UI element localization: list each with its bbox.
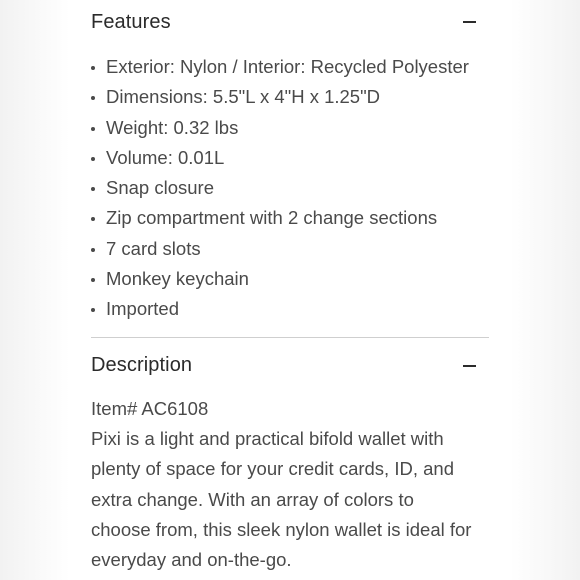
section-divider — [91, 337, 489, 338]
list-item — [91, 113, 489, 143]
description-title: Description — [91, 354, 193, 377]
bullet-icon — [91, 66, 95, 70]
feature-text: Monkey keychain — [106, 268, 249, 290]
feature-text: Weight: 0.32 lbs — [106, 116, 239, 138]
bullet-icon — [91, 96, 95, 100]
feature-text: Imported — [106, 298, 180, 320]
feature-text: Zip compartment with 2 change sections — [106, 207, 438, 229]
bullet-icon — [91, 248, 95, 252]
list-item — [91, 234, 489, 264]
features-title: Features — [91, 10, 171, 33]
list-item — [91, 203, 489, 233]
list-item — [91, 82, 489, 112]
bullet-icon — [91, 127, 95, 131]
features-list — [91, 52, 489, 325]
feature-text: Volume: 0.01L — [106, 146, 225, 168]
minus-icon[interactable] — [463, 21, 476, 23]
description-line: Pixi is a light and practical bifold wallet with — [91, 427, 444, 449]
description-line: choose from, this sleek nylon wallet is ideal for — [91, 518, 472, 540]
feature-text: Dimensions: 5.5"L x 4"H x 1.25"D — [106, 86, 381, 108]
list-item — [91, 143, 489, 173]
minus-icon[interactable] — [463, 365, 476, 367]
list-item — [91, 294, 489, 324]
feature-text: 7 card slots — [106, 237, 201, 259]
bullet-icon — [91, 157, 95, 161]
list-item — [91, 173, 489, 203]
list-item — [91, 264, 489, 294]
description-body — [91, 394, 489, 576]
feature-text: Snap closure — [106, 177, 214, 199]
description-line: everyday and on-the-go. — [91, 549, 292, 571]
item-number: Item# AC6108 — [91, 397, 209, 419]
bullet-icon — [91, 308, 95, 312]
description-line: extra change. With an array of colors to — [91, 488, 414, 510]
accordion — [91, 0, 489, 575]
feature-text: Exterior: Nylon / Interior: Recycled Polyester — [106, 56, 469, 77]
bullet-icon — [91, 187, 95, 191]
description-line: plenty of space for your credit cards, ID, and — [91, 458, 454, 480]
features-accordion-header[interactable] — [91, 0, 489, 44]
bullet-icon — [91, 278, 95, 282]
description-accordion-header[interactable] — [91, 344, 489, 388]
bullet-icon — [91, 217, 95, 221]
list-item — [91, 52, 489, 82]
